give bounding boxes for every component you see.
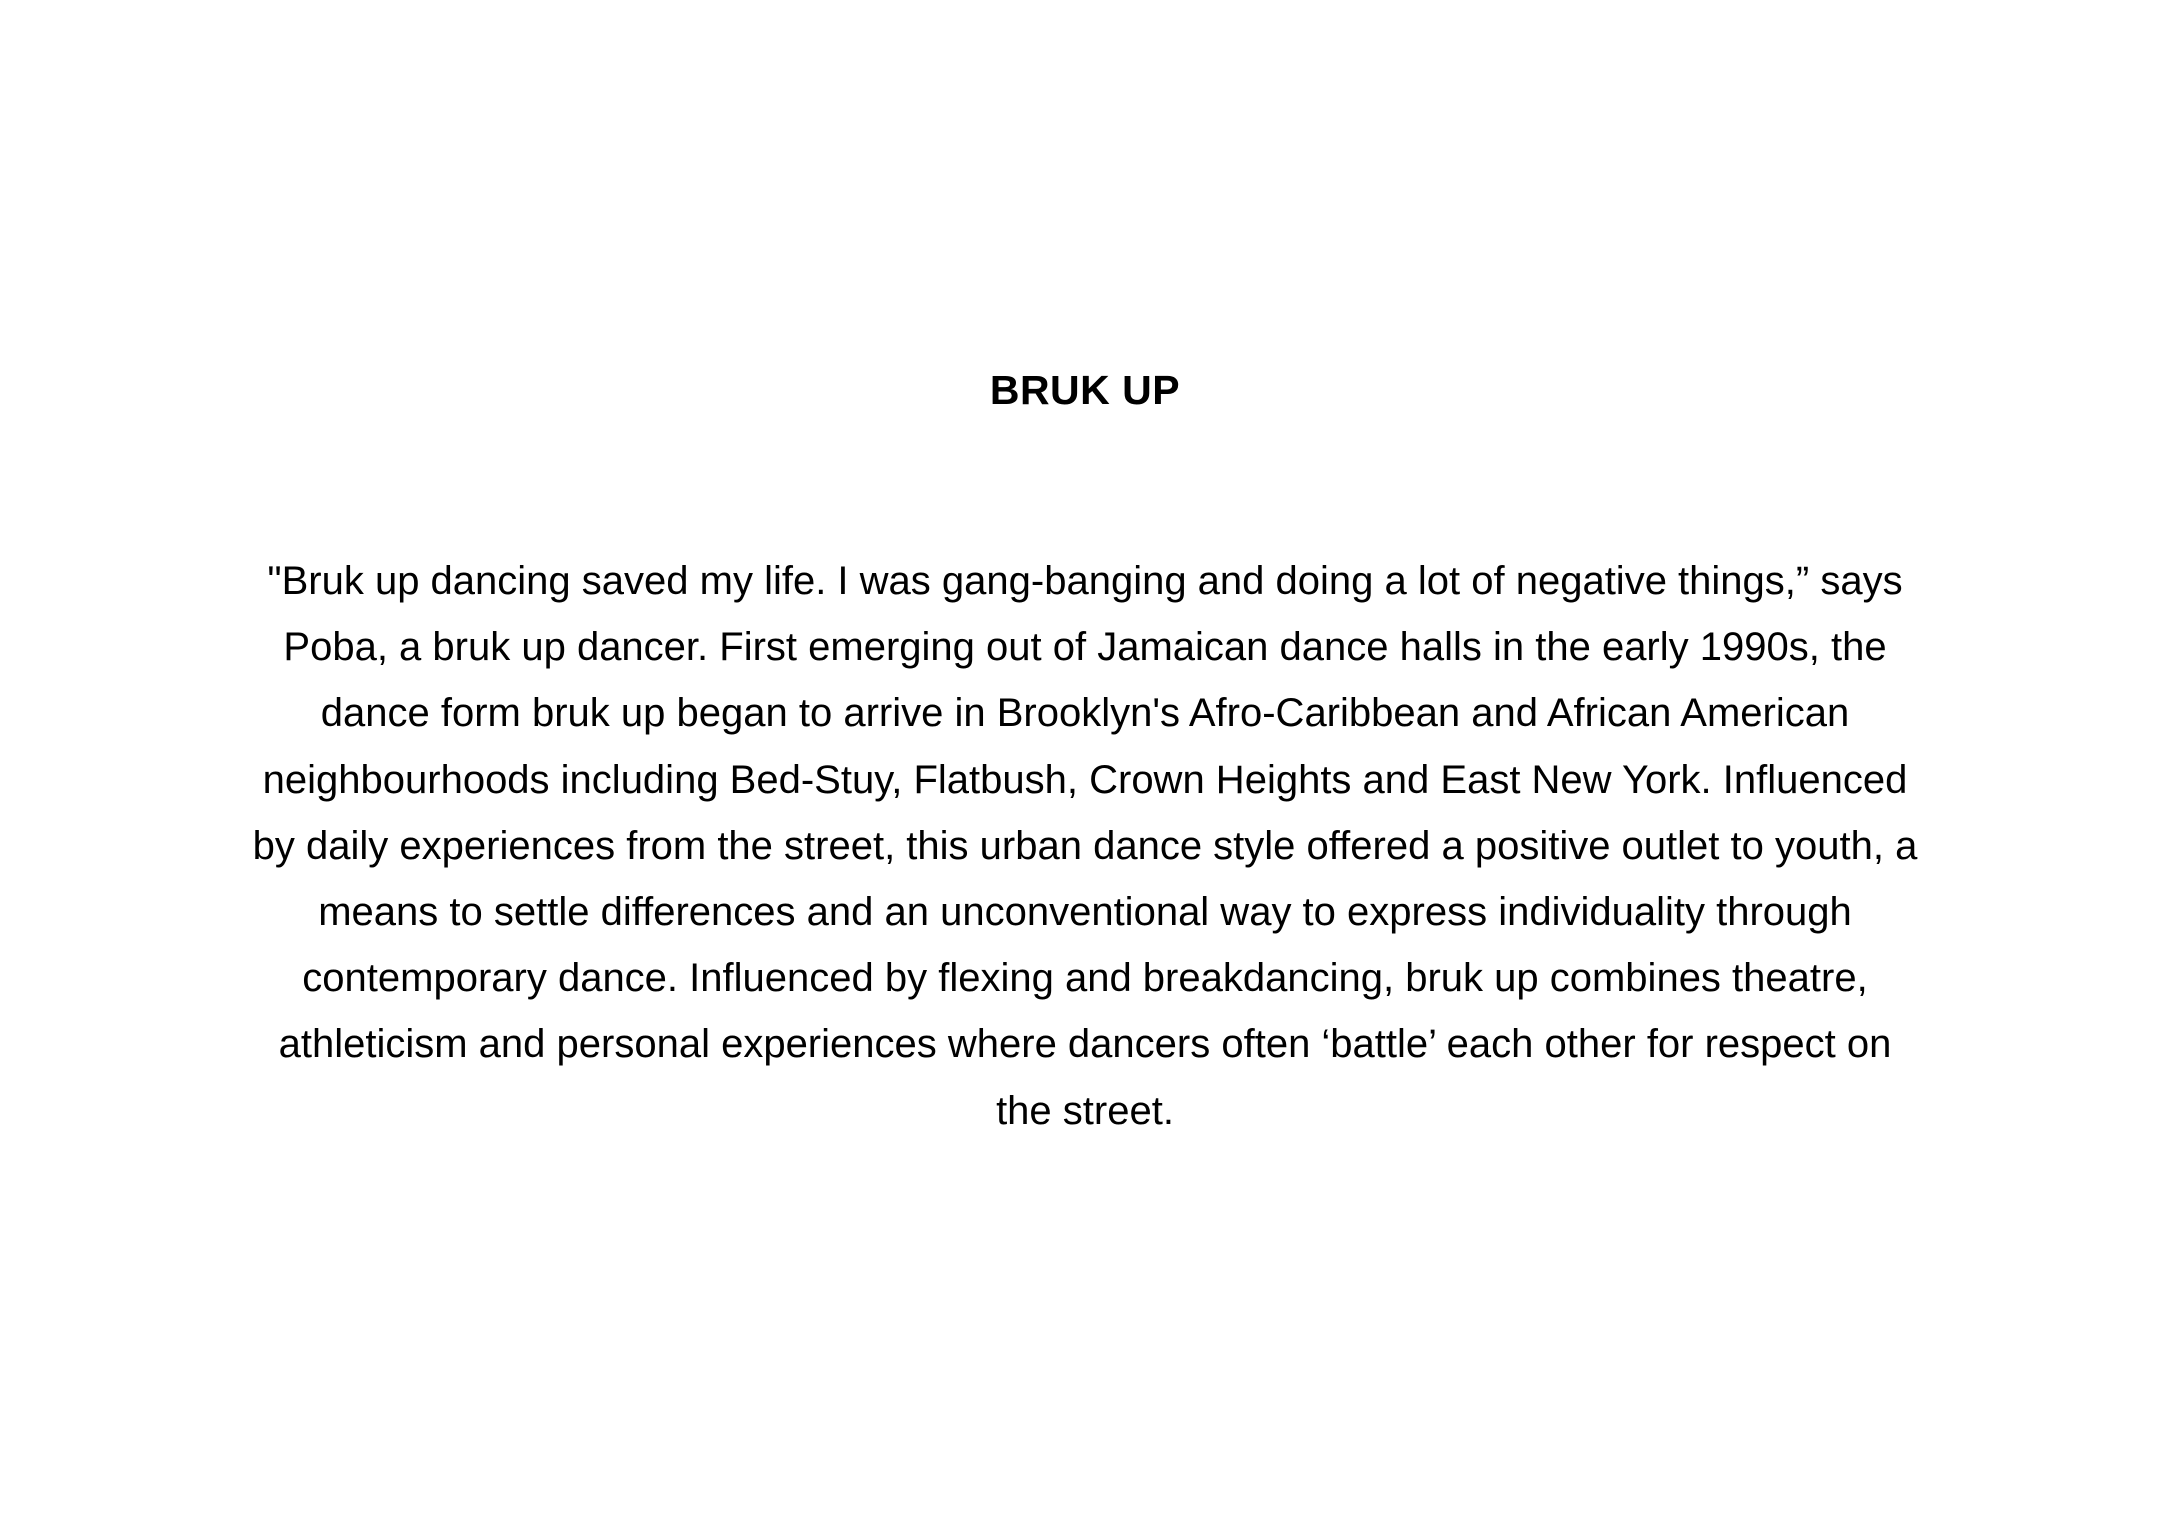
- paragraph-line: contemporary dance. Influenced by flexing and breakdancing, bruk up combines theatre,: [302, 956, 1868, 1001]
- body-paragraph: [150, 548, 2020, 1144]
- paragraph-line: Poba, a bruk up dancer. First emerging out of Jamaican dance halls in the early 1990s, the: [283, 625, 1887, 670]
- paragraph-line: "Bruk up dancing saved my life. I was gang-banging and doing a lot of negative things,” says: [267, 559, 1903, 603]
- document-title: BRUK UP: [989, 367, 1181, 413]
- paragraph-line: athleticism and personal experiences where dancers often ‘battle’ each other for respect on: [278, 1022, 1892, 1067]
- paragraph-line: by daily experiences from the street, this urban dance style offered a positive outlet to youth, a: [252, 823, 1918, 868]
- paragraph-line: the street.: [996, 1088, 1174, 1133]
- paragraph-line: neighbourhoods including Bed-Stuy, Flatbush, Crown Heights and East New York. Influenced: [262, 757, 1908, 802]
- paragraph-line: means to settle differences and an unconventional way to express individuality through: [318, 890, 1852, 935]
- paragraph-line: dance form bruk up began to arrive in Brooklyn's Afro-Caribbean and African American: [320, 691, 1850, 736]
